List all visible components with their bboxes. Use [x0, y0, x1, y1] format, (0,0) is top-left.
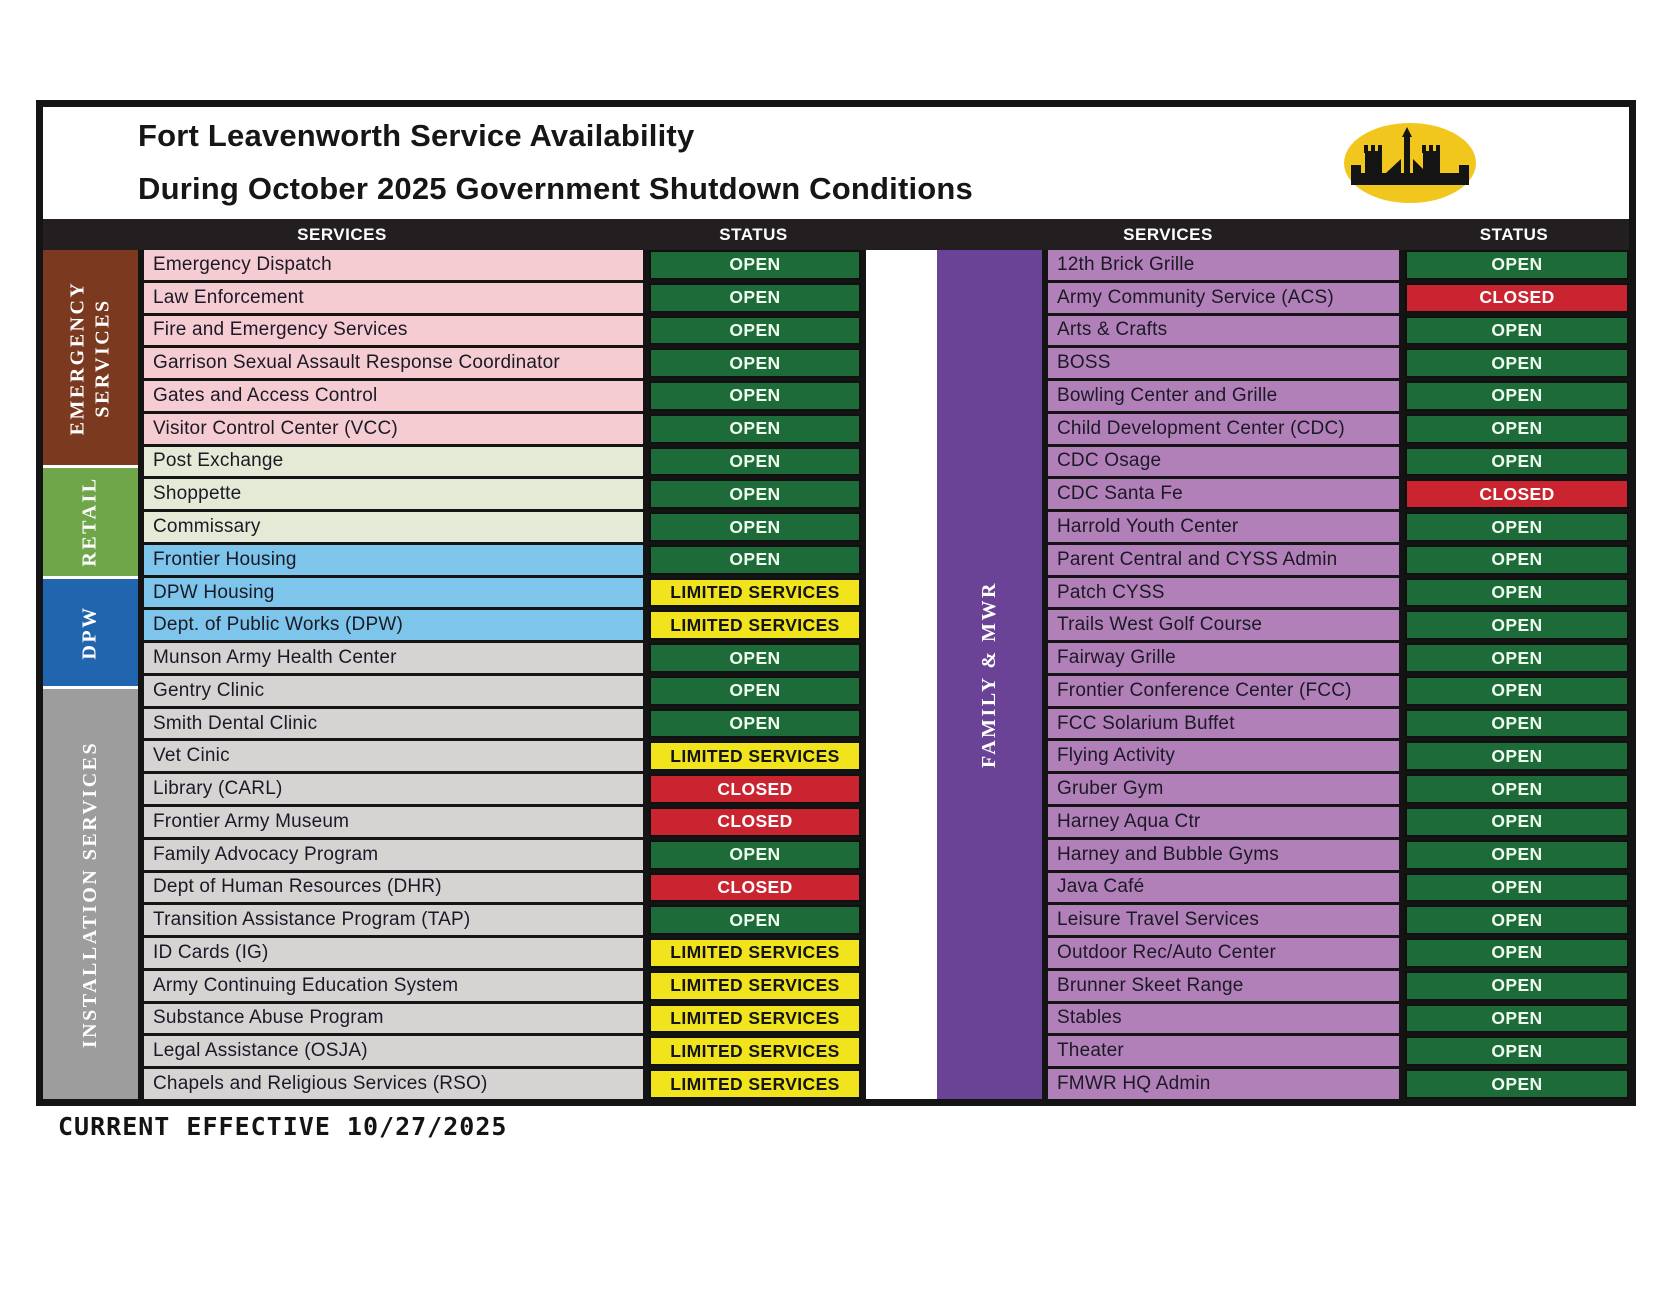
service-row	[1048, 938, 1629, 968]
status-cell: OPEN	[649, 250, 861, 280]
service-name-cell: Harney Aqua Ctr	[1048, 807, 1399, 837]
service-name-cell: CDC Santa Fe	[1048, 479, 1399, 509]
service-name-cell: Commissary	[144, 512, 643, 542]
service-name-cell: Leisure Travel Services	[1048, 905, 1399, 935]
service-row	[144, 840, 861, 870]
service-row	[1048, 381, 1629, 411]
status-cell: OPEN	[1405, 807, 1629, 837]
service-name-cell: Brunner Skeet Range	[1048, 971, 1399, 1001]
service-name-cell: Dept. of Public Works (DPW)	[144, 610, 643, 640]
status-cell: CLOSED	[1405, 283, 1629, 313]
service-rows-column	[138, 250, 866, 1099]
status-cell: OPEN	[1405, 741, 1629, 771]
service-name-cell: Bowling Center and Grille	[1048, 381, 1399, 411]
left-status-header: STATUS	[719, 224, 788, 244]
status-cell: OPEN	[1405, 316, 1629, 346]
status-cell: OPEN	[649, 676, 861, 706]
service-row	[144, 610, 861, 640]
status-cell: OPEN	[1405, 348, 1629, 378]
service-row	[1048, 610, 1629, 640]
service-name-cell: Java Café	[1048, 873, 1399, 903]
status-cell: OPEN	[1405, 545, 1629, 575]
service-name-cell: Legal Assistance (OSJA)	[144, 1036, 643, 1066]
category-sidebar-column	[937, 250, 1042, 1099]
castle-icon	[1341, 121, 1479, 205]
column-header-band	[43, 219, 1629, 250]
service-name-cell: FMWR HQ Admin	[1048, 1069, 1399, 1099]
service-row	[144, 676, 861, 706]
status-cell: OPEN	[1405, 578, 1629, 608]
service-name-cell: Theater	[1048, 1036, 1399, 1066]
status-cell: OPEN	[649, 348, 861, 378]
category-sidebar	[43, 468, 138, 576]
service-row	[144, 479, 861, 509]
service-name-cell: Family Advocacy Program	[144, 840, 643, 870]
service-row	[1048, 709, 1629, 739]
service-row	[144, 1004, 861, 1034]
service-row	[144, 807, 861, 837]
category-label	[78, 740, 103, 1047]
service-row	[1048, 643, 1629, 673]
title-line-2: During October 2025 Government Shutdown Conditions	[138, 171, 973, 206]
status-cell: LIMITED SERVICES	[649, 971, 861, 1001]
service-row	[1048, 873, 1629, 903]
service-name-cell: Law Enforcement	[144, 283, 643, 313]
status-cell: OPEN	[649, 905, 861, 935]
right-services-header: SERVICES	[1123, 224, 1213, 244]
status-cell: OPEN	[649, 709, 861, 739]
service-row	[144, 938, 861, 968]
service-row	[1048, 807, 1629, 837]
category-sidebar	[43, 689, 138, 1099]
status-cell: OPEN	[649, 283, 861, 313]
left-table	[43, 250, 866, 1099]
category-label-line: INSTALLATION SERVICES	[79, 740, 101, 1048]
category-label	[78, 605, 103, 659]
service-name-cell: Fire and Emergency Services	[144, 316, 643, 346]
service-name-cell: Library (CARL)	[144, 774, 643, 804]
service-row	[1048, 1036, 1629, 1066]
status-cell: OPEN	[1405, 873, 1629, 903]
service-row	[144, 971, 861, 1001]
service-row	[144, 873, 861, 903]
service-name-cell: Substance Abuse Program	[144, 1004, 643, 1034]
table-gap	[866, 250, 937, 1099]
status-cell: OPEN	[1405, 971, 1629, 1001]
service-name-cell: CDC Osage	[1048, 447, 1399, 477]
title-line-1: Fort Leavenworth Service Availability	[138, 118, 695, 154]
service-name-cell: Gates and Access Control	[144, 381, 643, 411]
category-label-line: SERVICES	[91, 297, 114, 418]
service-row	[144, 447, 861, 477]
category-sidebar-column	[43, 250, 138, 1099]
status-cell: OPEN	[649, 545, 861, 575]
effective-date: CURRENT EFFECTIVE 10/27/2025	[58, 1112, 508, 1141]
service-name-cell: Frontier Conference Center (FCC)	[1048, 676, 1399, 706]
status-cell: CLOSED	[649, 807, 861, 837]
service-name-cell: Visitor Control Center (VCC)	[144, 414, 643, 444]
service-row	[144, 381, 861, 411]
service-name-cell: Trails West Golf Course	[1048, 610, 1399, 640]
service-name-cell: Frontier Army Museum	[144, 807, 643, 837]
service-row	[1048, 512, 1629, 542]
service-row	[1048, 250, 1629, 280]
service-name-cell: Transition Assistance Program (TAP)	[144, 905, 643, 935]
category-label-line: FAMILY & MWR	[978, 580, 1000, 769]
service-name-cell: BOSS	[1048, 348, 1399, 378]
service-name-cell: Post Exchange	[144, 447, 643, 477]
service-row	[144, 1069, 861, 1099]
service-row	[1048, 971, 1629, 1001]
service-row	[1048, 578, 1629, 608]
status-cell: OPEN	[1405, 643, 1629, 673]
status-cell: OPEN	[649, 840, 861, 870]
service-name-cell: Harney and Bubble Gyms	[1048, 840, 1399, 870]
status-cell: CLOSED	[649, 873, 861, 903]
service-row	[1048, 545, 1629, 575]
status-cell: OPEN	[1405, 709, 1629, 739]
service-name-cell: Stables	[1048, 1004, 1399, 1034]
fort-leavenworth-logo	[1341, 121, 1479, 205]
status-cell: OPEN	[1405, 905, 1629, 935]
service-row	[1048, 414, 1629, 444]
service-row	[144, 250, 861, 280]
service-row	[1048, 676, 1629, 706]
service-row	[144, 414, 861, 444]
right-status-header: STATUS	[1479, 224, 1549, 244]
page-title	[138, 120, 973, 205]
service-row	[1048, 479, 1629, 509]
status-cell: OPEN	[649, 381, 861, 411]
service-row	[1048, 741, 1629, 771]
service-name-cell: Flying Activity	[1048, 741, 1399, 771]
service-row	[144, 545, 861, 575]
service-name-cell: Emergency Dispatch	[144, 250, 643, 280]
service-name-cell: Fairway Grille	[1048, 643, 1399, 673]
status-cell: OPEN	[1405, 447, 1629, 477]
service-name-cell: Munson Army Health Center	[144, 643, 643, 673]
status-cell: OPEN	[1405, 840, 1629, 870]
service-row	[1048, 316, 1629, 346]
category-label-line: RETAIL	[79, 476, 101, 567]
status-cell: OPEN	[1405, 1069, 1629, 1099]
category-sidebar	[43, 250, 138, 465]
status-cell: OPEN	[1405, 676, 1629, 706]
status-cell: LIMITED SERVICES	[649, 610, 861, 640]
service-name-cell: DPW Housing	[144, 578, 643, 608]
status-cell: OPEN	[1405, 774, 1629, 804]
status-cell: OPEN	[649, 643, 861, 673]
service-row	[144, 512, 861, 542]
service-row	[144, 283, 861, 313]
service-row	[1048, 905, 1629, 935]
category-label	[78, 477, 103, 567]
service-row	[144, 1036, 861, 1066]
availability-board	[36, 100, 1636, 1106]
service-name-cell: Gentry Clinic	[144, 676, 643, 706]
category-label	[66, 280, 116, 435]
status-cell: OPEN	[1405, 938, 1629, 968]
status-cell: LIMITED SERVICES	[649, 741, 861, 771]
status-cell: OPEN	[649, 479, 861, 509]
right-table	[937, 250, 1629, 1099]
service-name-cell: Garrison Sexual Assault Response Coordinator	[144, 348, 643, 378]
status-cell: LIMITED SERVICES	[649, 1036, 861, 1066]
service-row	[1048, 774, 1629, 804]
service-row	[1048, 1069, 1629, 1099]
service-row	[1048, 1004, 1629, 1034]
service-name-cell: Frontier Housing	[144, 545, 643, 575]
service-name-cell: Dept of Human Resources (DHR)	[144, 873, 643, 903]
service-row	[144, 774, 861, 804]
left-services-header: SERVICES	[297, 224, 387, 244]
status-cell: OPEN	[649, 316, 861, 346]
status-cell: OPEN	[1405, 610, 1629, 640]
service-name-cell: Army Continuing Education System	[144, 971, 643, 1001]
status-cell: LIMITED SERVICES	[649, 1004, 861, 1034]
status-cell: OPEN	[649, 447, 861, 477]
status-cell: CLOSED	[1405, 479, 1629, 509]
service-name-cell: Smith Dental Clinic	[144, 709, 643, 739]
service-name-cell: 12th Brick Grille	[1048, 250, 1399, 280]
service-row	[144, 316, 861, 346]
status-cell: OPEN	[1405, 1036, 1629, 1066]
status-cell: OPEN	[1405, 1004, 1629, 1034]
service-name-cell: Harrold Youth Center	[1048, 512, 1399, 542]
status-cell: CLOSED	[649, 774, 861, 804]
status-cell: LIMITED SERVICES	[649, 578, 861, 608]
service-name-cell: Shoppette	[144, 479, 643, 509]
service-row	[1048, 348, 1629, 378]
status-cell: LIMITED SERVICES	[649, 1069, 861, 1099]
service-row	[1048, 447, 1629, 477]
service-name-cell: Patch CYSS	[1048, 578, 1399, 608]
title-area	[43, 107, 1629, 219]
status-cell: OPEN	[649, 414, 861, 444]
status-cell: LIMITED SERVICES	[649, 938, 861, 968]
category-sidebar	[937, 250, 1042, 1099]
service-name-cell: Gruber Gym	[1048, 774, 1399, 804]
category-sidebar	[43, 579, 138, 687]
service-row	[144, 643, 861, 673]
service-name-cell: ID Cards (IG)	[144, 938, 643, 968]
service-row	[144, 741, 861, 771]
status-cell: OPEN	[1405, 250, 1629, 280]
service-row	[1048, 840, 1629, 870]
service-name-cell: Child Development Center (CDC)	[1048, 414, 1399, 444]
service-name-cell: Outdoor Rec/Auto Center	[1048, 938, 1399, 968]
service-row	[144, 905, 861, 935]
service-row	[1048, 283, 1629, 313]
board-body	[43, 250, 1629, 1099]
category-label-line: EMERGENCY	[66, 280, 89, 435]
service-row	[144, 709, 861, 739]
service-name-cell: Arts & Crafts	[1048, 316, 1399, 346]
service-name-cell: Vet Cinic	[144, 741, 643, 771]
service-name-cell: FCC Solarium Buffet	[1048, 709, 1399, 739]
category-label	[977, 581, 1002, 768]
service-row	[144, 348, 861, 378]
service-rows-column	[1042, 250, 1629, 1099]
status-cell: OPEN	[1405, 381, 1629, 411]
status-cell: OPEN	[1405, 512, 1629, 542]
service-name-cell: Army Community Service (ACS)	[1048, 283, 1399, 313]
category-label-line: DPW	[78, 605, 101, 660]
service-name-cell: Chapels and Religious Services (RSO)	[144, 1069, 643, 1099]
status-cell: OPEN	[649, 512, 861, 542]
header-gap	[866, 219, 937, 250]
status-cell: OPEN	[1405, 414, 1629, 444]
service-name-cell: Parent Central and CYSS Admin	[1048, 545, 1399, 575]
service-row	[144, 578, 861, 608]
